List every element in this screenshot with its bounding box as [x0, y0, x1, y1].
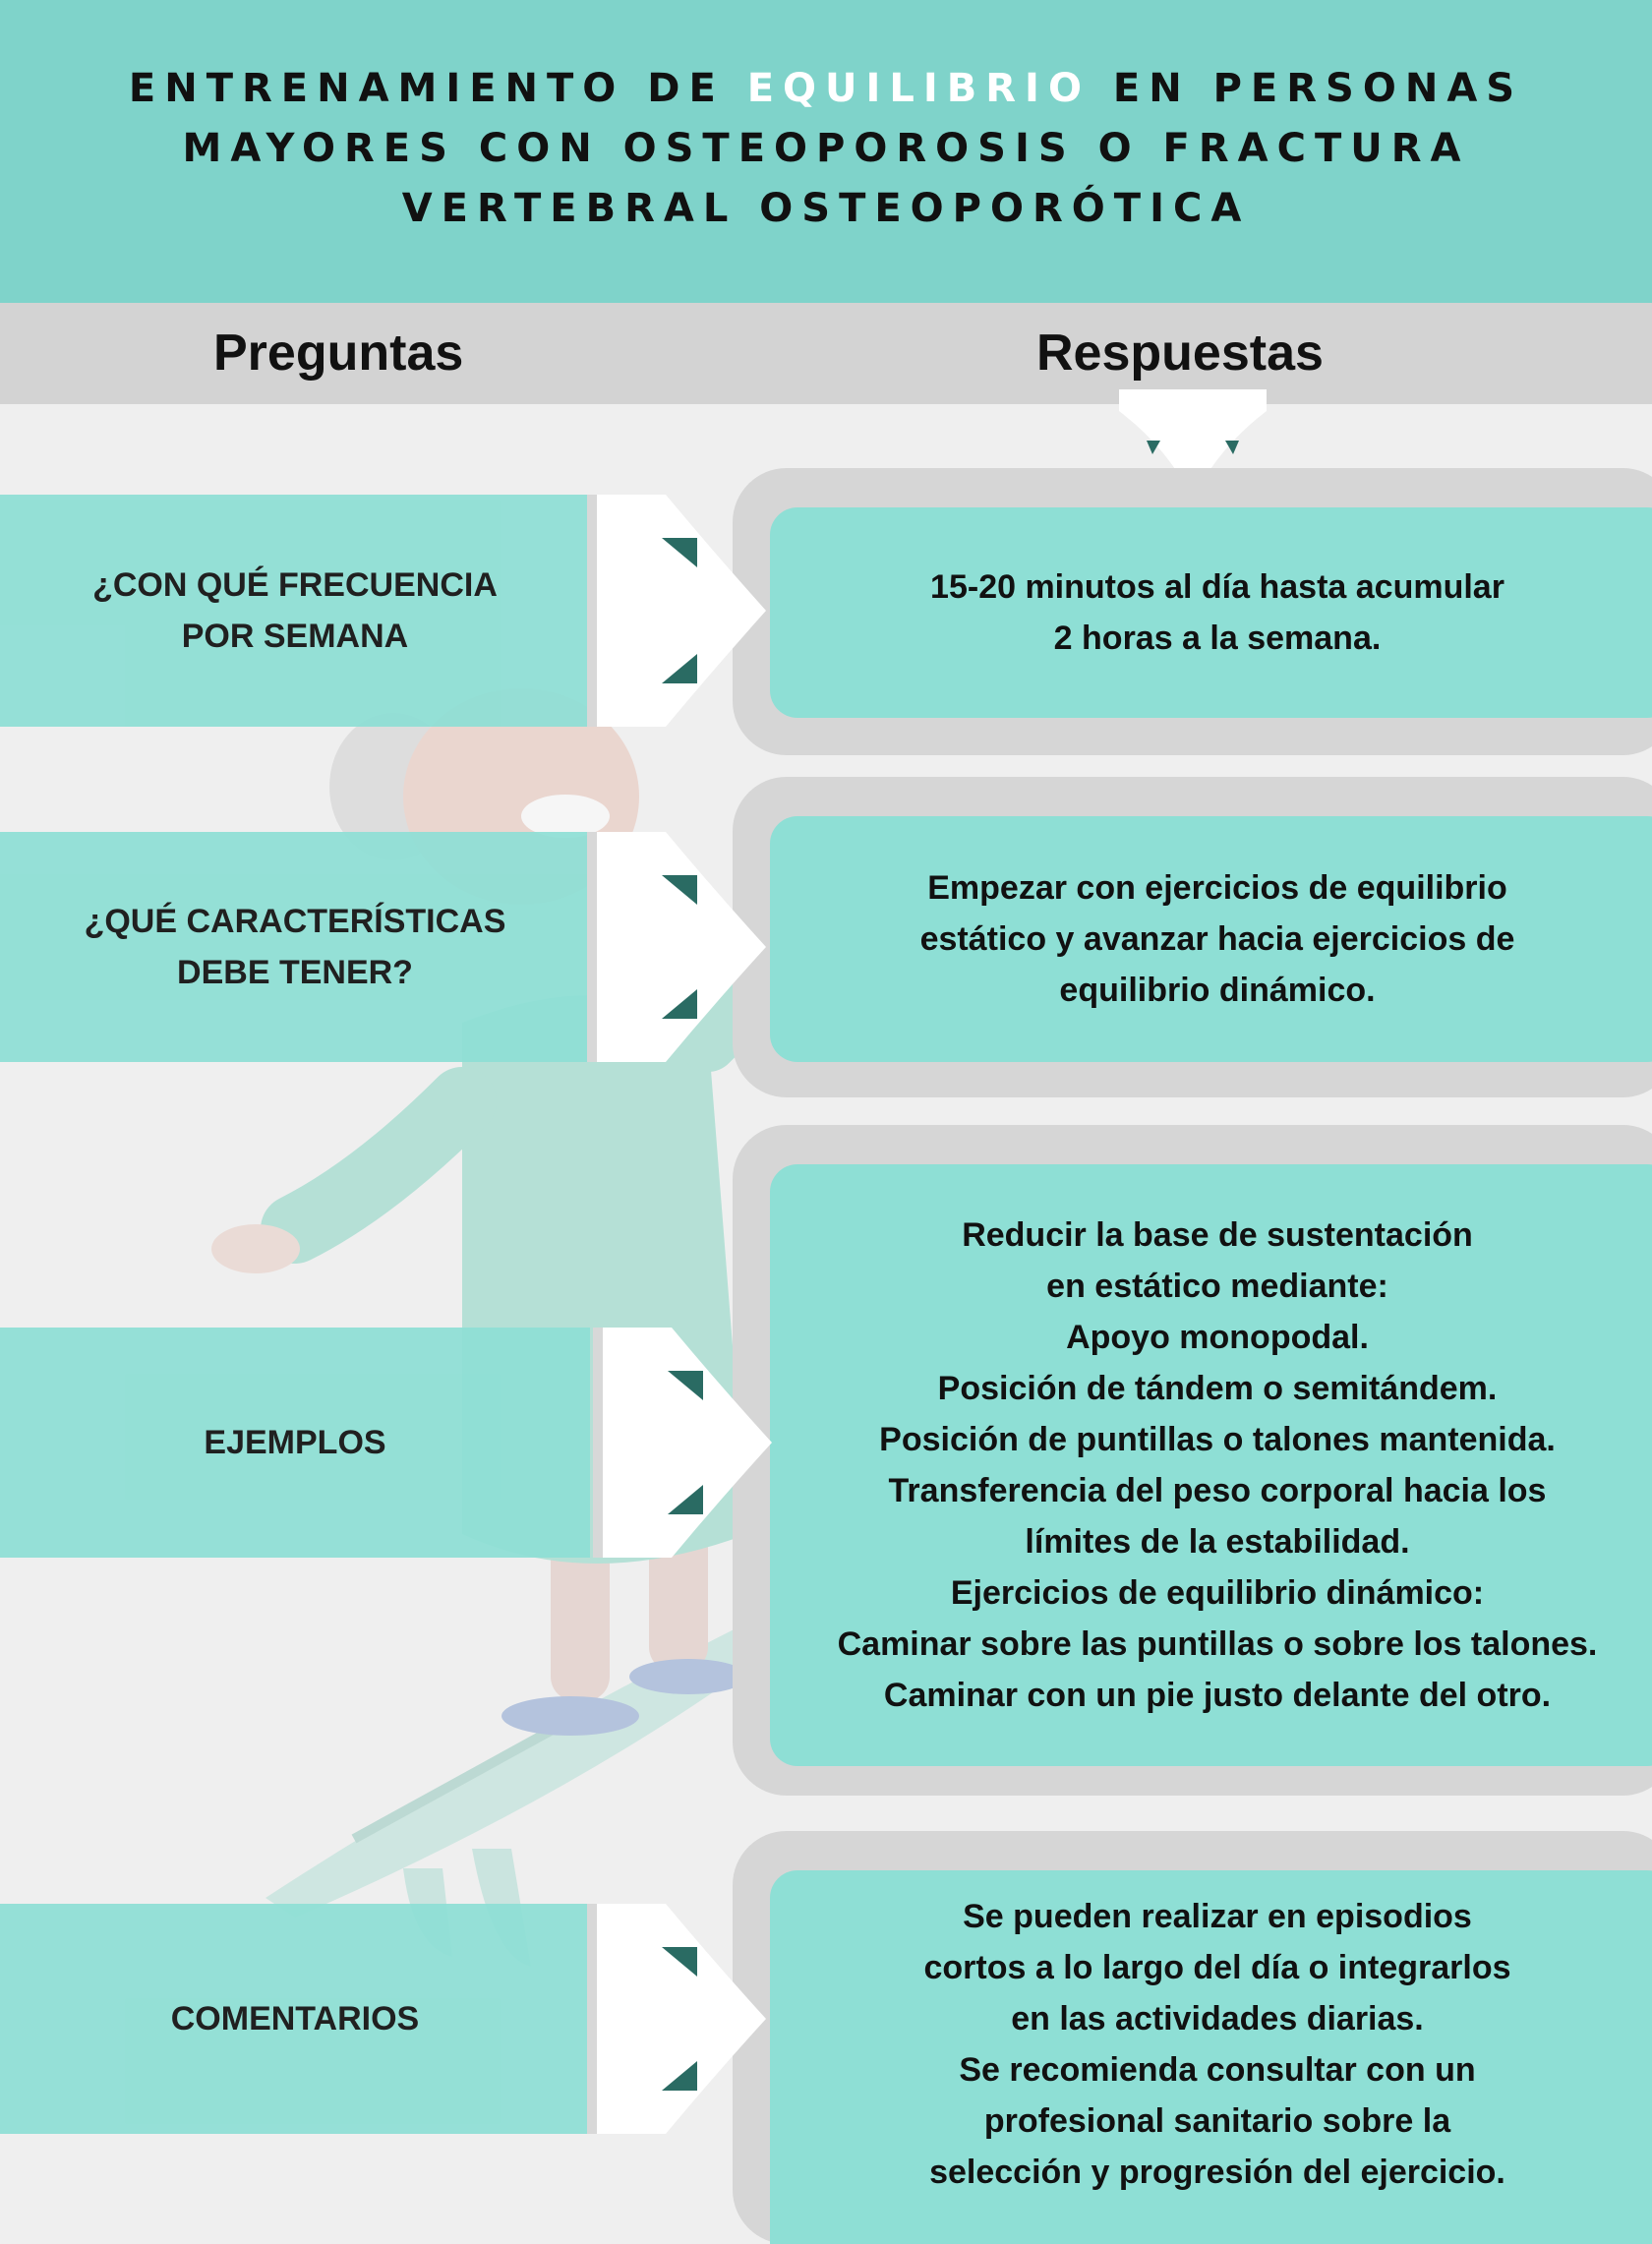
right-arrow-tab-icon	[593, 1328, 775, 1558]
page-title	[129, 59, 1523, 239]
question-box-frequency: ¿CON QUÉ FRECUENCIA POR SEMANA	[0, 495, 590, 727]
title-line-3: VERTEBRAL OSTEOPORÓTICA	[401, 185, 1251, 231]
answers-column-heading: Respuestas	[1036, 325, 1324, 382]
question-box-examples: EJEMPLOS	[0, 1328, 590, 1558]
title-highlight-word: EQUILIBRIO	[746, 65, 1091, 111]
answer-box-comments: Se pueden realizar en episodios cortos a lo largo del día o integrarlos en las actividades diarias. Se recomienda consultar con un profesional sanitario sobre la selección y progresión del ejercicio.	[770, 1870, 1652, 2244]
title-line-1: ENTRENAMIENTO DE EQUILIBRIO EN PERSONAS	[128, 65, 1524, 111]
title-line-2: MAYORES CON OSTEOPOROSIS O FRACTURA	[182, 125, 1470, 171]
answer-box-frequency: 15-20 minutos al día hasta acumular 2 horas a la semana.	[770, 507, 1652, 718]
right-arrow-tab-icon	[587, 832, 769, 1062]
question-box-comments: COMENTARIOS	[0, 1904, 590, 2134]
question-box-characteristics: ¿QUÉ CARACTERÍSTICAS DEBE TENER?	[0, 832, 590, 1062]
right-arrow-tab-icon	[587, 495, 769, 727]
answer-box-examples: Reducir la base de sustentación en estático mediante: Apoyo monopodal. Posición de tándem o semitándem. Posición de puntillas o talones mantenida. Transferencia del peso corporal hacia los límites de la estabilidad. Ejercicios de equilibrio dinámico: Caminar sobre las puntillas o sobre los talones. Caminar con un pie justo delante del otro.	[770, 1164, 1652, 1766]
questions-column-heading: Preguntas	[213, 325, 464, 382]
header-banner	[0, 0, 1652, 303]
column-header-bar	[0, 303, 1652, 404]
right-arrow-tab-icon	[587, 1904, 769, 2134]
answer-box-characteristics: Empezar con ejercicios de equilibrio estático y avanzar hacia ejercicios de equilibrio dinámico.	[770, 816, 1652, 1062]
